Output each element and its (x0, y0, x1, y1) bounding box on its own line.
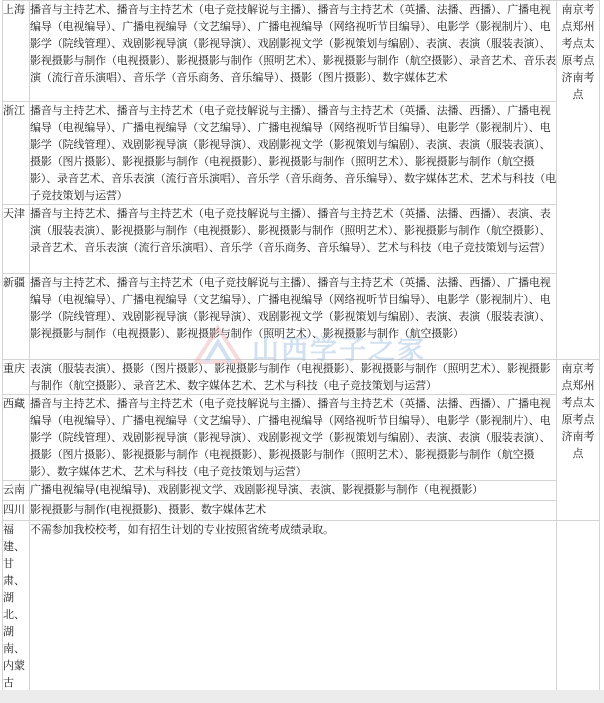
table-row (3, 1, 600, 102)
majors-cell: 表演（服装表演）、摄影（图片摄影）、影视摄影与制作（电视摄影）、影视摄影与制作（照明艺术）、影视摄影与制作（航空摄影）、录音艺术、数字媒体艺术、艺术与科技（电子竞技策划与运营） (30, 360, 557, 395)
watermark-text: 山西学子之家 (252, 335, 426, 366)
majors-cell: 播音与主持艺术、播音与主持艺术（电子竞技解说与主播）、播音与主持艺术（英播、法播、西播）、表演、表演（服装表演）、影视摄影与制作（电视摄影）、影视摄影与制作（照明艺术）、影视摄影与制作（航空摄影）、录音艺术、音乐表演（流行音乐演唱）、音乐学（音乐商务、音乐编导）、艺术与科技（电子竞技策划与运营） (30, 205, 557, 274)
province-cell: 上海 (3, 1, 30, 102)
majors-cell: 播音与主持艺术、播音与主持艺术（电子竞技解说与主播）、播音与主持艺术（英播、法播、西播）、广播电视编导（电视编导）、广播电视编导（文艺编导）、广播电视编导（网络视听节目编导）、电影学（影视制片）、电影学（院线管理）、戏剧影视导演（影视导演）、戏剧影视文学（影视策划与编剧）、表演、表演（服装表演）、摄影（图片摄影）、影视摄影与制作（电视摄影）、影视摄影与制作（照明艺术）、影视摄影与制作（航空摄影）、数字媒体艺术、艺术与科技（电子竞技策划与运营） (30, 395, 557, 481)
table-row (3, 274, 600, 360)
table-row (3, 481, 600, 501)
majors-cell: 播音与主持艺术、播音与主持艺术（电子竞技解说与主播）、播音与主持艺术（英播、法播、西播）、广播电视编导（电视编导）、广播电视编导（文艺编导）、广播电视编导（网络视听节目编导）、电影学（影视制片）、电影学（院线管理）、戏剧影视导演（影视导演）、戏剧影视文学（影视策划与编剧）、表演、表演（服装表演）、影视摄影与制作（电视摄影）、影视摄影与制作（照明艺术）、影视摄影与制作（航空摄影） (30, 274, 557, 360)
province-cell: 福建、甘肃、湖北、湖南、内蒙古 (3, 521, 30, 692)
table-row (3, 395, 600, 481)
table-row (3, 501, 600, 521)
table-row (3, 521, 600, 692)
exam-majors-table (2, 0, 600, 692)
province-cell: 浙江 (3, 102, 30, 205)
table-row (3, 205, 600, 274)
province-cell: 天津 (3, 205, 30, 274)
province-cell: 云南 (3, 481, 30, 501)
majors-cell: 播音与主持艺术、播音与主持艺术（电子竞技解说与主播）、播音与主持艺术（英播、法播、西播）、广播电视编导（电视编导）、广播电视编导（文艺编导）、广播电视编导（网络视听节目编导）、电影学（影视制片）、电影学（院线管理）、戏剧影视导演（影视导演）、戏剧影视文学（影视策划与编剧）、表演、表演（服装表演）、摄影（图片摄影）、影视摄影与制作（电视摄影）、影视摄影与制作（照明艺术）、影视摄影与制作（航空摄影）、录音艺术、音乐表演（流行音乐演唱）、音乐学（音乐商务、音乐编导）、数字媒体艺术、艺术与科技（电子竞技策划与运营） (30, 102, 557, 205)
province-cell: 新疆 (3, 274, 30, 360)
province-cell: 四川 (3, 501, 30, 521)
table-row (3, 360, 600, 395)
majors-cell: 播音与主持艺术、播音与主持艺术（电子竞技解说与主播）、播音与主持艺术（英播、法播、西播）、广播电视编导（电视编导）、广播电视编导（文艺编导）、广播电视编导（网络视听节目编导）、电影学（影视制片）、电影学（院线管理）、戏剧影视导演（影视导演）、戏剧影视文学（影视策划与编剧）、表演、表演（服装表演）、影视摄影与制作（电视摄影）、影视摄影与制作（照明艺术）、影视摄影与制作（航空摄影）、录音艺术、音乐表演（流行音乐演唱）、音乐学（音乐商务、音乐编导）、摄影（图片摄影）、数字媒体艺术 (30, 1, 557, 102)
province-cell: 重庆 (3, 360, 30, 395)
bottom-strip (0, 690, 604, 703)
majors-cell: 广播电视编导(电视编导)、戏剧影视文学、戏剧影视导演、表演、影视摄影与制作（电视摄影） (30, 481, 557, 501)
empty-cell (557, 521, 600, 692)
majors-cell: 不需参加我校校考，如有招生计划的专业按照省统考成绩录取。 (30, 521, 557, 692)
table-row (3, 102, 600, 205)
province-cell: 西藏 (3, 395, 30, 481)
exam-sites-cell: 南京考点郑州考点太原考点济南考点 (557, 1, 600, 360)
exam-sites-cell: 南京考点郑州考点太原考点济南考点 (557, 360, 600, 521)
majors-cell: 影视摄影与制作(电视摄影)、摄影、数字媒体艺术 (30, 501, 557, 521)
